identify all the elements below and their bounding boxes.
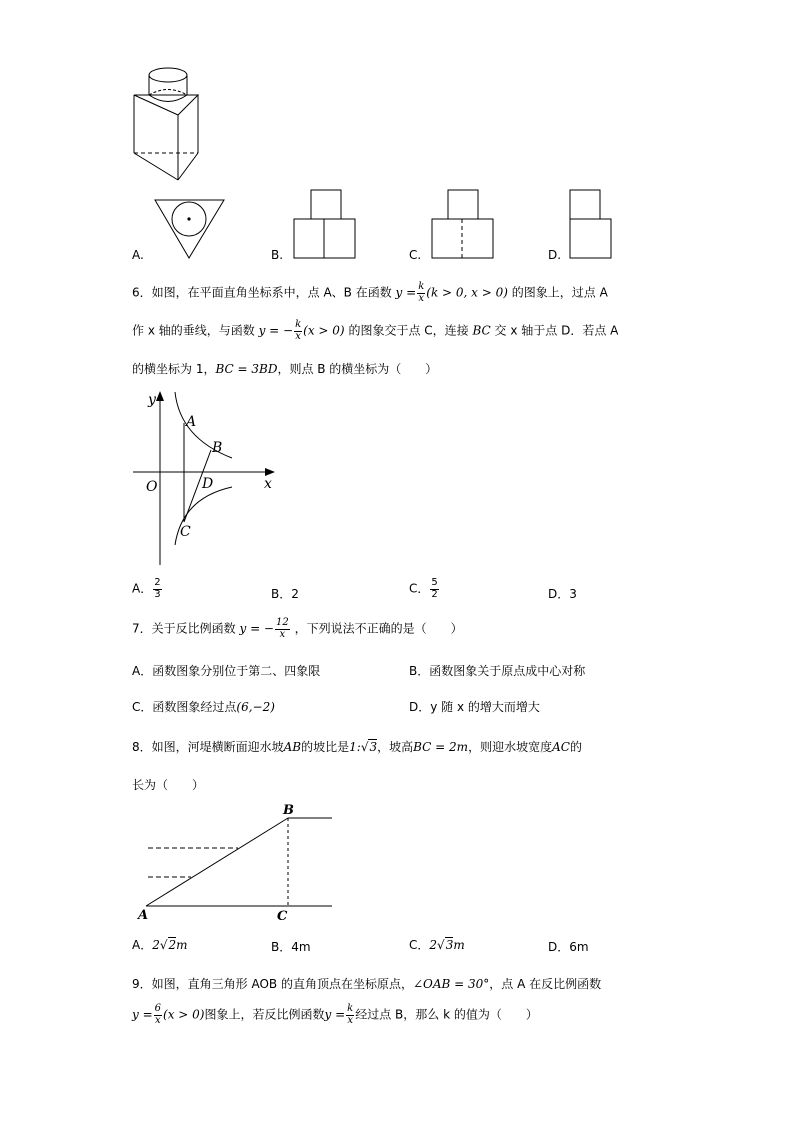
q9-line-2: y = $\frac{6}{x}$ (x > 0)图象上，若反比例函数y = $\frac{k}{x}$ 经过点 B，那么 k 的值为（ ） — [132, 1003, 538, 1026]
q7-option-a[interactable]: A．函数图象分别位于第二、四象限 — [132, 664, 321, 678]
q6-line-2: 作 x 轴的垂线，与函数 y = − $\frac{k}{x}$ (x > 0) 的图象交于点 C，连接 BC 交 x 轴于点 D．若点 A — [132, 319, 619, 342]
q5-option-d-label[interactable]: D. — [548, 248, 562, 262]
q6-option-b[interactable]: B．2 — [271, 587, 299, 601]
q8-option-d[interactable]: D．6m — [548, 940, 589, 954]
label-b: B — [283, 803, 294, 818]
label-c: C — [277, 909, 288, 924]
slope-ab — [146, 818, 288, 906]
q7-option-c[interactable]: C．函数图象经过点(6,−2) — [132, 700, 275, 714]
q7-option-d[interactable]: D．y 随 x 的增大而增大 — [409, 700, 540, 714]
q8-option-a[interactable]: A．2√2m — [132, 938, 188, 952]
q6-line-1: 6．如图，在平面直角坐标系中，点 A、B 在函数 y = $\frac{k}{x}$ (k > 0, x > 0) 的图象上，过点 A — [132, 281, 608, 304]
q7-option-b[interactable]: B．函数图象关于原点成中心对称 — [409, 664, 586, 678]
q6-option-d[interactable]: D．3 — [548, 587, 577, 601]
label-c: C — [180, 524, 191, 540]
q6-option-c[interactable]: C． $\frac{5}{2}$ — [409, 577, 438, 600]
q5-option-c-label[interactable]: C. — [409, 248, 422, 262]
q6-option-a-fraction: $\frac{2}{3}$ — [154, 577, 161, 600]
label-b: B — [212, 440, 223, 456]
q8-line-2: 长为（ ） — [132, 778, 205, 792]
q9-line-1: 9．如图，直角三角形 AOB 的直角顶点在坐标原点，∠OAB = 30°，点 A 在反比例函数 — [132, 977, 602, 991]
q6-fraction-2: $\frac{k}{x}$ — [295, 319, 302, 342]
label-o: O — [146, 479, 158, 495]
q5-option-b-label[interactable]: B. — [271, 248, 284, 262]
label-d: D — [202, 476, 214, 492]
label-a: A — [186, 414, 197, 430]
q6-fraction-1: $\frac{k}{x}$ — [418, 281, 425, 304]
q6-option-a[interactable]: A． $\frac{2}{3}$ — [132, 577, 161, 600]
q7-fraction: $\frac{12}{x}$ — [276, 617, 289, 640]
q5-option-a-label[interactable]: A. — [132, 248, 144, 262]
label-a: A — [138, 908, 149, 923]
q8-option-c[interactable]: C．2√3m — [409, 938, 465, 952]
q6-option-c-fraction: $\frac{5}{2}$ — [431, 577, 438, 600]
q6-line-3: 的横坐标为 1，BC = 3BD，则点 B 的横坐标为（ ） — [132, 362, 438, 376]
q9-fraction-2: $\frac{k}{x}$ — [347, 1003, 354, 1026]
q8-option-b[interactable]: B．4m — [271, 940, 311, 954]
label-y: y — [148, 392, 156, 408]
q9-fraction-1: $\frac{6}{x}$ — [154, 1003, 162, 1026]
q7-line-1: 7．关于反比例函数 y = − $\frac{12}{x}$ ，下列说法不正确的是（ ） — [132, 617, 463, 640]
q8-line-1: 8．如图，河堤横断面迎水坡AB的坡比是1:√3，坡高BC = 2m，则迎水坡宽度AC的 — [132, 740, 582, 754]
label-x: x — [264, 476, 272, 492]
